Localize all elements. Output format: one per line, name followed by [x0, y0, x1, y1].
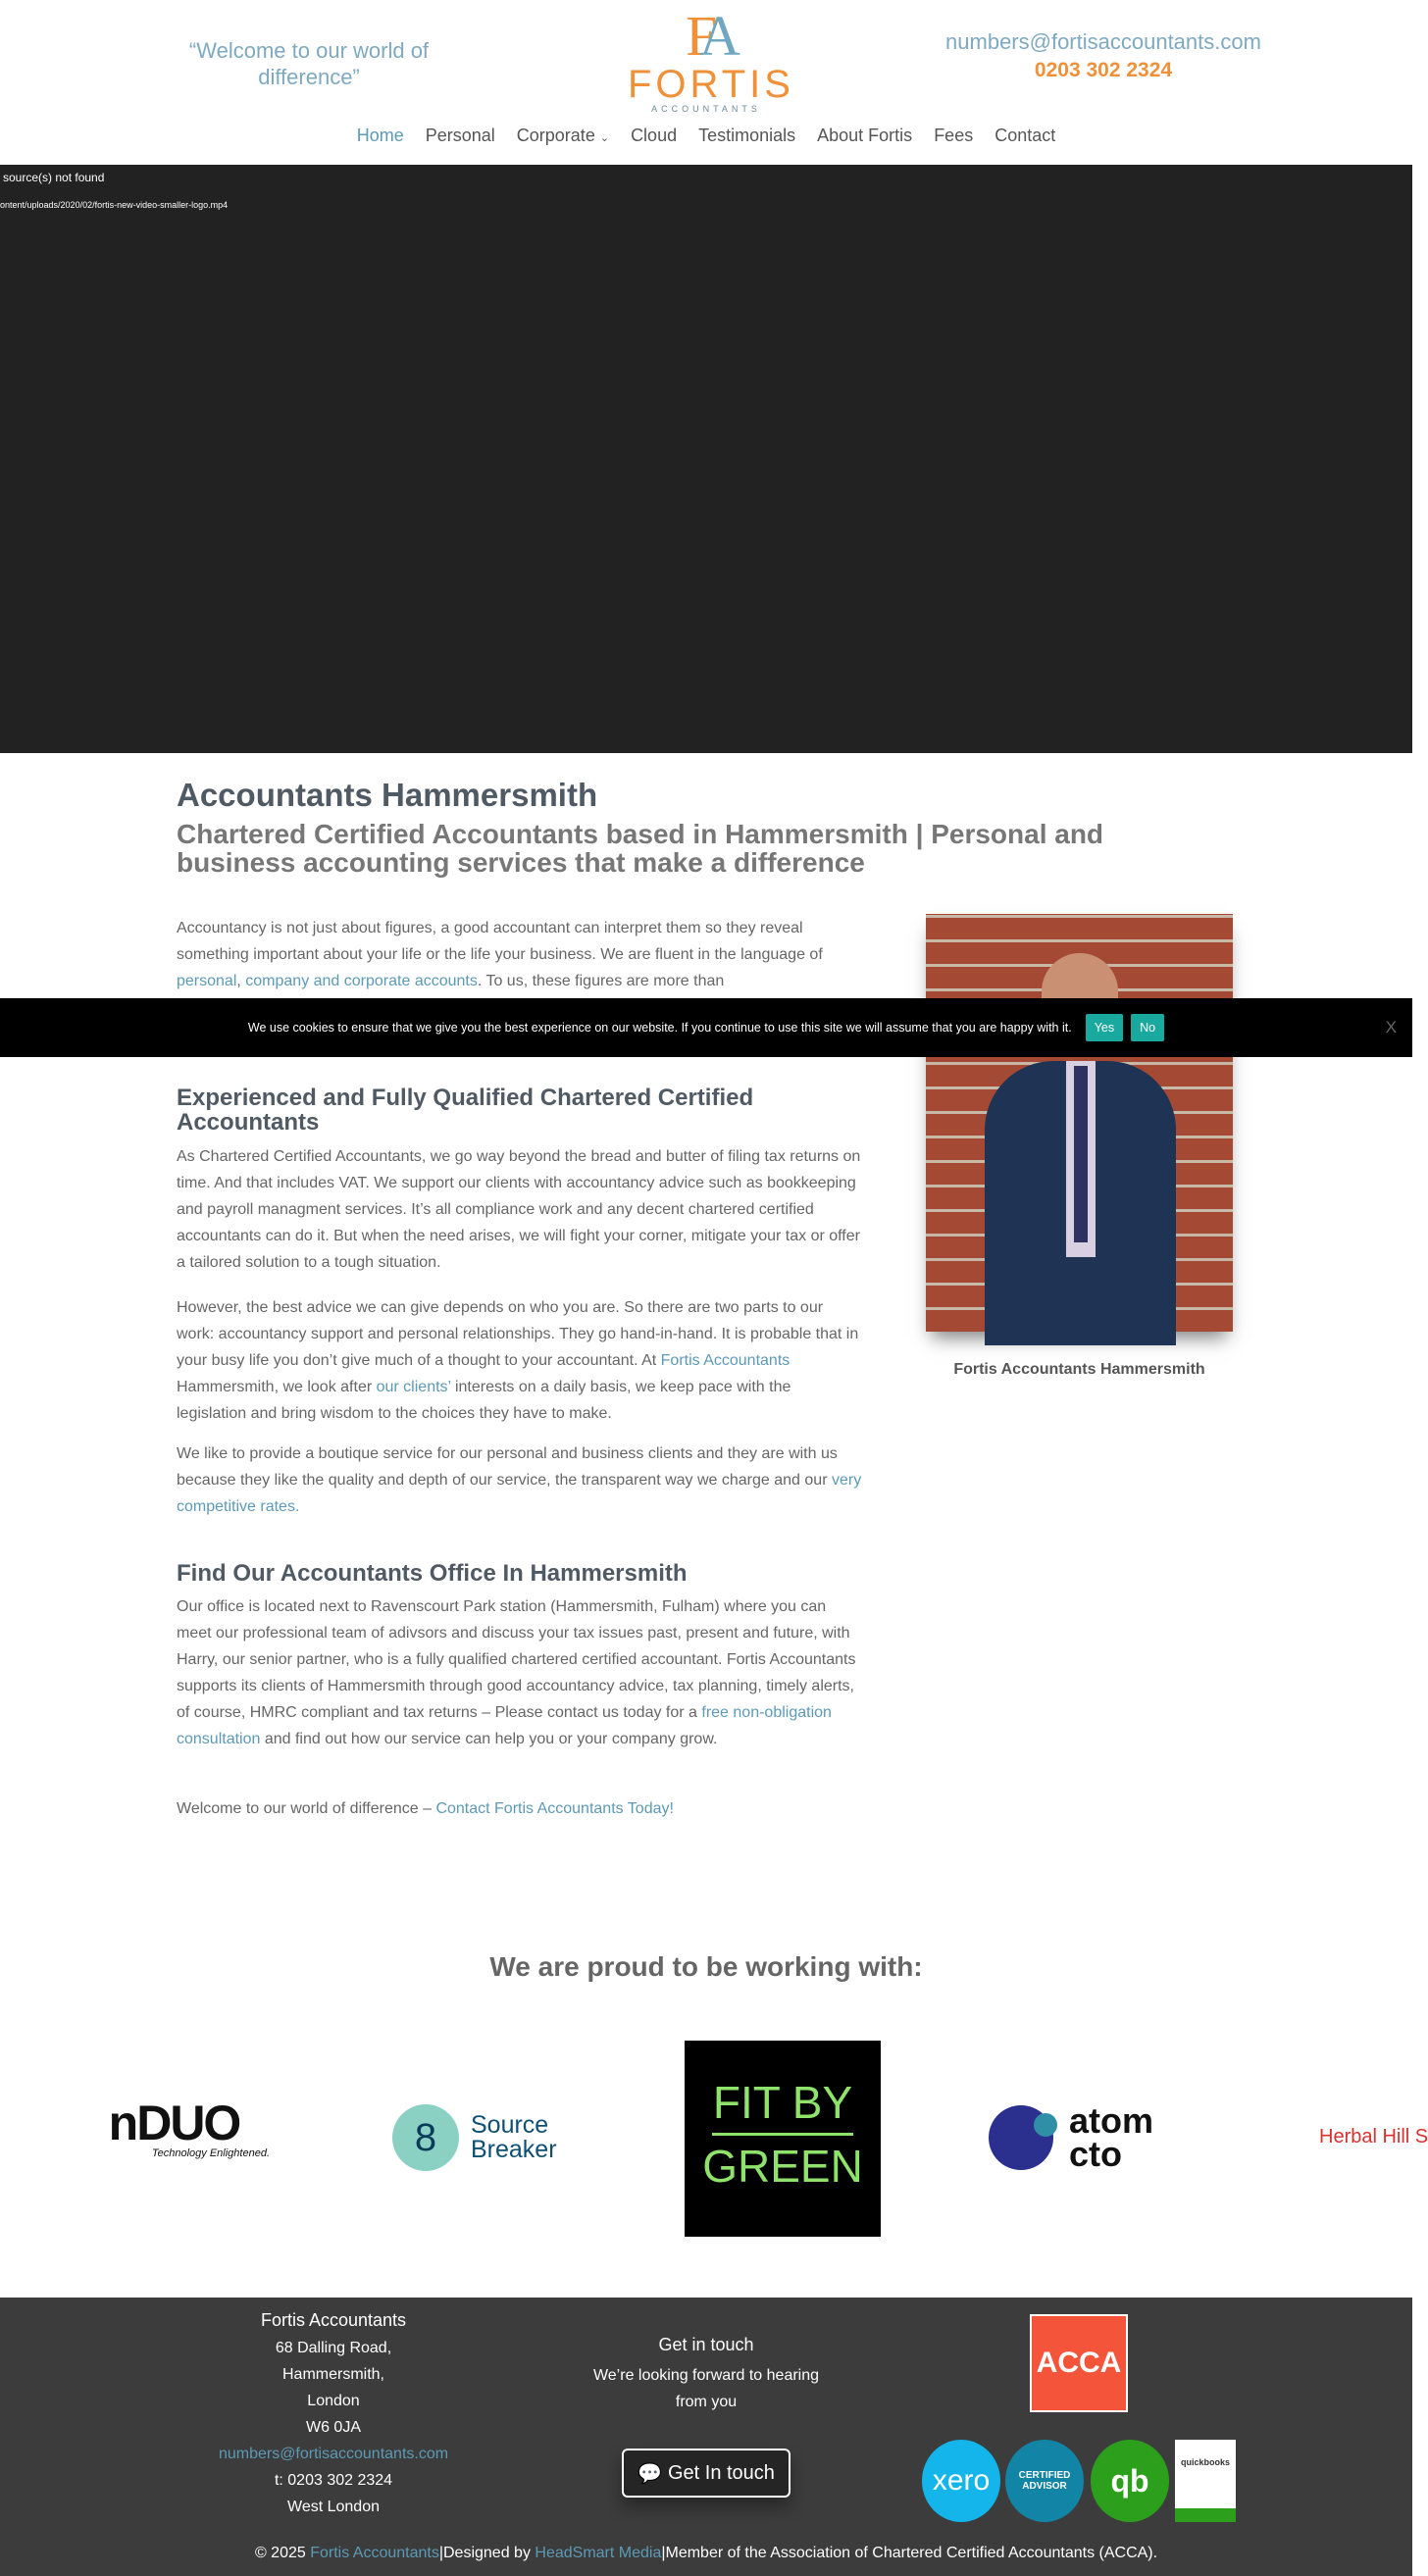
text: However, the best advice we can give depends on who you are. So there are two parts to our work: accountancy support and personal relationships. They go hand-in-hand. It is probable that in your busy life you don’t give much of a thought to your accountant. At: [177, 1299, 859, 1369]
clients-link[interactable]: our clients’: [376, 1379, 451, 1395]
logo-monogram-icon: FA: [686, 4, 727, 68]
nav-personal[interactable]: Personal: [425, 126, 495, 145]
cookie-text: We use cookies to ensure that we give you the best experience on our website. If you continue to use this site we will assume that you are happy with it.: [247, 1021, 1072, 1035]
partner-name: Breaker: [471, 2136, 557, 2163]
text: Hammersmith, we look after: [177, 1379, 377, 1395]
text: . To us, these figures are more than: [477, 973, 725, 989]
partners-heading: We are proud to be working with:: [489, 1951, 923, 1982]
partner-name: atom: [1069, 2100, 1154, 2141]
footer-phone: t: 0203 302 2324: [274, 2472, 393, 2489]
contact-today-link[interactable]: Contact Fortis Accountants Today!: [435, 1800, 674, 1817]
video-error: source(s) not found: [3, 171, 105, 184]
fortis-link[interactable]: Fortis Accountants: [660, 1352, 790, 1369]
headsmart-link[interactable]: HeadSmart Media: [535, 2545, 662, 2561]
quickbooks-badge: qb: [1091, 2440, 1169, 2522]
copyright: [0, 2545, 1412, 2562]
chat-icon: 💬: [638, 2462, 662, 2485]
text: interests on a daily basis, we keep pace with the legislation and bring wisdom to the choices they have to make.: [177, 1379, 791, 1422]
button-label: Get In touch: [667, 2461, 775, 2484]
text: We like to provide a boutique service for our personal and business clients and they are with us because they like the quality and depth of our service, the transparent way we charge and our: [177, 1445, 838, 1489]
personal-link[interactable]: personal: [177, 973, 237, 989]
logo-sub: ACCOUNTANTS: [651, 104, 761, 114]
paragraph-2: [177, 1294, 863, 1427]
rates-link[interactable]: very competitive rates.: [177, 1472, 862, 1515]
quickbooks-certified-badge: quickbooks: [1175, 2440, 1236, 2522]
footer: [0, 2298, 1412, 2576]
source-breaker-icon: 8: [392, 2104, 459, 2171]
consultation-link[interactable]: free non-obligation consultation: [177, 1704, 832, 1747]
heading-experienced: Experienced and Fully Qualified Chartered Certified Accountants: [177, 1085, 754, 1136]
paragraph-4: [177, 1593, 863, 1752]
partner-logo-nduo[interactable]: [78, 2098, 270, 2159]
logo-name: FORTIS: [628, 63, 794, 106]
xero-badge: xero: [922, 2440, 1000, 2522]
cookie-yes-button[interactable]: Yes: [1086, 1014, 1123, 1041]
text: © 2025: [254, 2545, 311, 2561]
text: |Designed by: [438, 2545, 536, 2561]
header-email-link[interactable]: numbers@fortisaccountants.com: [945, 29, 1261, 54]
acca-logo: ACCA: [1030, 2314, 1128, 2412]
paragraph-1: As Chartered Certified Accountants, we go way beyond the bread and butter of filing tax returns on time. And that includes VAT. We support our clients with accountancy advice such as bookkeeping and payroll managment services. It’s all compliance work and any decent chartered certified accountants can do it. But when the need arises, we will fight your corner, mitigate your tax or offer a tailored solution to a tough situation.: [177, 1148, 861, 1271]
paragraph-5: [177, 1795, 863, 1822]
partner-name: Source: [471, 2111, 549, 2139]
atom-icon: [989, 2105, 1053, 2170]
address-line: Hammersmith,: [281, 2366, 384, 2383]
main-nav: [0, 126, 1412, 146]
nav-cloud[interactable]: Cloud: [631, 126, 678, 145]
footer-company: Fortis Accountants: [260, 2310, 407, 2330]
text: and find out how our service can help you or your company grow.: [260, 1731, 718, 1747]
photo-caption: Fortis Accountants Hammersmith: [953, 1361, 1205, 1378]
get-in-touch-text: We’re looking forward to hearing from you: [592, 2367, 820, 2410]
partner-name: cto: [1069, 2134, 1122, 2174]
page-subtitle: Chartered Certified Accountants based in Hammersmith | Personal and business accounting services that make a difference: [177, 819, 1104, 878]
corporate-accounts-link[interactable]: company and corporate accounts: [245, 973, 478, 989]
partner-name: GREEN: [702, 2141, 863, 2192]
partner-logo-atom-cto[interactable]: [989, 2098, 1195, 2177]
partner-logo-source-breaker[interactable]: [392, 2103, 569, 2172]
partner-logo-herbal-hill[interactable]: Herbal Hill S: [1319, 2126, 1428, 2147]
partner-name: FIT BY: [712, 2077, 853, 2128]
partner-name: nDUO: [108, 2096, 240, 2150]
cookie-no-button[interactable]: No: [1131, 1014, 1164, 1041]
nav-home[interactable]: Home: [356, 126, 404, 145]
nav-about[interactable]: About Fortis: [817, 126, 913, 145]
address-line: London: [307, 2393, 360, 2409]
partner-tagline: Technology Enlightened.: [151, 2147, 270, 2159]
text: |Member of the Association of Chartered Certified Accountants (ACCA).: [661, 2545, 1158, 2561]
close-icon[interactable]: X: [1385, 1018, 1397, 1036]
footer-email-link[interactable]: numbers@fortisaccountants.com: [218, 2446, 449, 2462]
paragraph-3: [177, 1440, 863, 1520]
cookie-banner: [0, 998, 1412, 1057]
partner-photo: [926, 914, 1233, 1332]
nav-fees[interactable]: Fees: [934, 126, 974, 145]
address-line: 68 Dalling Road,: [275, 2340, 392, 2356]
fortis-logo[interactable]: [628, 4, 794, 121]
nav-testimonials[interactable]: Testimonials: [698, 126, 796, 145]
header-phone[interactable]: 0203 302 2324: [1034, 59, 1173, 81]
address-line: W6 0JA: [305, 2419, 361, 2436]
fortis-footer-link[interactable]: Fortis Accountants: [310, 2545, 439, 2561]
intro-paragraph: [177, 915, 863, 994]
chevron-down-icon: ⌄: [599, 132, 610, 144]
get-in-touch-button[interactable]: [622, 2449, 790, 2498]
footer-region: West London: [287, 2499, 380, 2515]
heading-find-office: Find Our Accountants Office In Hammersmith: [177, 1560, 688, 1587]
partner-logo-fit-by-green[interactable]: [685, 2041, 881, 2237]
certified-advisor-badge: CERTIFIED ADVISOR: [1005, 2440, 1084, 2522]
video-path: ontent/uploads/2020/02/fortis-new-video-smaller-logo.mp4: [0, 200, 229, 210]
get-in-touch-title: Get in touch: [658, 2335, 754, 2354]
tagline: “Welcome to our world of difference”: [188, 38, 430, 89]
text: Our office is located next to Ravenscourt Park station (Hammersmith, Fulham) where you can meet our professional team of adivsors and discuss your tax issues past, present and future, with Harry, our senior partner, who is a fully qualified chartered certified accountant. Fortis Accountants supports its clients of Hammersmith through good accountancy advice, tax planning, timely alerts, of course, HMRC compliant and tax returns – Please contact us today for a: [177, 1598, 856, 1721]
text: ,: [236, 973, 246, 989]
page-title: Accountants Hammersmith: [177, 777, 598, 813]
nav-corporate[interactable]: [517, 126, 609, 146]
nav-contact[interactable]: Contact: [994, 126, 1056, 145]
text: Welcome to our world of difference –: [177, 1800, 436, 1817]
nav-corporate-label: Corporate: [516, 126, 595, 145]
text: Accountancy is not just about figures, a good accountant can interpret them so they reveal something important about your life or the life your business. We are fluent in the language of: [177, 920, 823, 963]
video-player[interactable]: [0, 165, 1412, 753]
